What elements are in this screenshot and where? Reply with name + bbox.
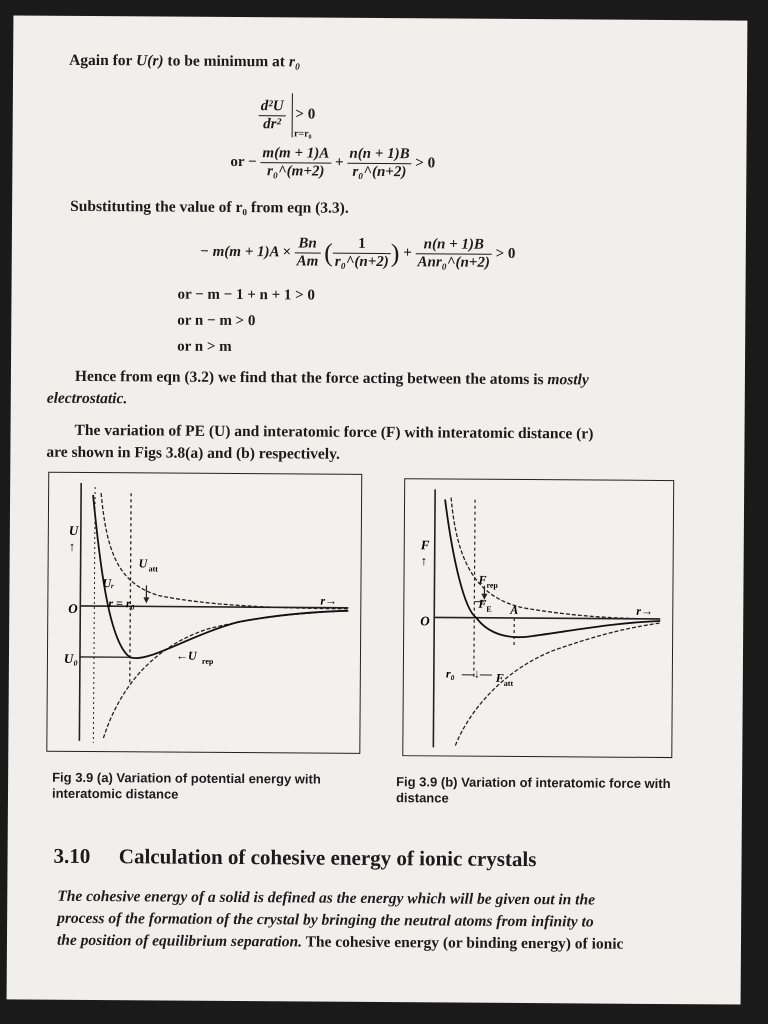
frep-subscript: rep bbox=[486, 580, 498, 590]
book-page bbox=[7, 15, 748, 1004]
fraction bbox=[260, 145, 331, 180]
paragraph-line: The variation of PE (U) and interatomic force (F) with interatomic distance (r) bbox=[74, 421, 594, 443]
uatt-label: U bbox=[138, 556, 148, 571]
u0-label: U₀ bbox=[63, 650, 78, 666]
uatt-arrowhead bbox=[143, 597, 149, 603]
fatt-label: F bbox=[495, 670, 504, 685]
x-axis-label: r→ bbox=[636, 603, 654, 618]
double-arrow-icon: —↓— bbox=[461, 666, 492, 681]
operator: + bbox=[334, 154, 344, 171]
numerator: Bn bbox=[295, 235, 321, 253]
text-segment: The cohesive energy (or binding energy) of ionic bbox=[301, 933, 624, 953]
section-number: 3.10 bbox=[53, 843, 91, 869]
paragraph-line: The cohesive energy of a solid is defined as the energy which will be given out in the bbox=[57, 887, 596, 909]
denominator: r₀^(n+2) bbox=[334, 253, 389, 271]
origin-dashed-line bbox=[93, 487, 95, 743]
text-segment: to be minimum at bbox=[163, 52, 289, 71]
italic-segment: the position of equilibrium separation. bbox=[56, 931, 303, 951]
uatt-subscript: att bbox=[148, 564, 158, 574]
caption-fig-b bbox=[396, 774, 696, 808]
text-segment: Again for bbox=[69, 51, 137, 70]
denominator: Anr₀^(n+2) bbox=[417, 254, 490, 271]
caption-label: Fig 3.9 bbox=[52, 769, 94, 786]
text-segment: Hence from eqn (3.2) we find that the force acting between the atoms is bbox=[74, 367, 548, 389]
equation-or-3: or n − m > 0 bbox=[177, 312, 256, 330]
numerator: d²U bbox=[259, 98, 286, 116]
r0-dashed-line bbox=[474, 500, 475, 680]
section-heading bbox=[53, 844, 536, 872]
equation-substituted bbox=[200, 235, 516, 272]
operator: + bbox=[403, 245, 412, 262]
eval-subscript: r=r₀ bbox=[293, 128, 312, 140]
cohesive-paragraph bbox=[57, 886, 737, 957]
up-arrow-icon: ↑ bbox=[68, 538, 76, 554]
math-text: or − bbox=[230, 153, 257, 171]
italic-segment: electrostatic. bbox=[46, 389, 128, 408]
numerator: n(n + 1)B bbox=[347, 146, 411, 164]
urep-subscript: rep bbox=[201, 656, 214, 666]
fraction bbox=[259, 98, 286, 133]
up-arrow-icon: ↑ bbox=[420, 553, 428, 569]
numerator: 1 bbox=[333, 236, 391, 254]
urep-label: ←U bbox=[175, 648, 197, 663]
variation-paragraph bbox=[46, 420, 726, 469]
y-axis-label: F bbox=[420, 537, 430, 553]
origin-label: O bbox=[420, 613, 430, 629]
figure-b bbox=[402, 478, 674, 758]
relation: > 0 bbox=[415, 155, 436, 172]
y-axis bbox=[433, 489, 435, 747]
x-axis-label: r→ bbox=[320, 593, 338, 608]
figure-a-plot bbox=[47, 473, 361, 753]
italic-segment: mostly bbox=[547, 371, 589, 389]
y-axis-label: U bbox=[68, 522, 79, 538]
denominator: Am bbox=[296, 253, 319, 270]
figure-b-plot bbox=[403, 479, 673, 757]
math-func: U(r) bbox=[135, 52, 164, 70]
r0-dashed-line bbox=[130, 493, 131, 683]
origin-label: O bbox=[68, 600, 78, 616]
fatt-subscript: att bbox=[503, 678, 514, 688]
caption-label: Fig 3.9 bbox=[396, 774, 438, 790]
denominator: r₀^(n+2) bbox=[352, 163, 407, 181]
fraction bbox=[347, 146, 411, 181]
relation: > 0 bbox=[495, 245, 516, 262]
ur-label: Uᵣ bbox=[102, 576, 114, 591]
frep-label: F bbox=[478, 572, 487, 587]
attractive-force-curve bbox=[455, 622, 660, 747]
fraction bbox=[333, 236, 391, 271]
r0-label: r₀ bbox=[445, 666, 455, 681]
caption-text: (a) Variation of potential energy with interatomic distance bbox=[51, 770, 321, 802]
total-force-curve bbox=[444, 499, 661, 638]
eval-bar bbox=[291, 93, 292, 137]
denominator: dr² bbox=[263, 115, 282, 132]
hence-paragraph bbox=[47, 366, 707, 415]
fraction bbox=[415, 236, 492, 272]
figure-a bbox=[46, 472, 362, 754]
paragraph-line: are shown in Figs 3.8(a) and (b) respectively. bbox=[46, 443, 340, 463]
caption-text: (b) Variation of interatomic force with distance bbox=[395, 774, 671, 806]
fe-subscript: E bbox=[486, 604, 492, 614]
min-condition-line bbox=[69, 52, 300, 72]
math-var: r₀ bbox=[288, 53, 301, 71]
equation-or-4: or n > m bbox=[177, 338, 232, 355]
caption-fig-a bbox=[52, 770, 352, 804]
relation: > 0 bbox=[295, 106, 316, 123]
attractive-energy-curve bbox=[103, 609, 348, 740]
denominator: r₀^(m+2) bbox=[267, 163, 325, 180]
repulsive-energy-curve bbox=[100, 493, 349, 609]
substituting-line: Substituting the value of r₀ from eqn (3.3). bbox=[70, 197, 349, 217]
equation-second-derivative bbox=[259, 93, 336, 138]
r-eq-label: r = r₀ bbox=[108, 596, 135, 611]
point-a-label: A bbox=[510, 602, 519, 617]
y-axis bbox=[79, 483, 81, 741]
math-text: − m(m + 1)A × bbox=[199, 243, 292, 261]
paren-open: ( bbox=[324, 238, 333, 268]
section-title: Calculation of cohesive energy of ionic crystals bbox=[118, 844, 537, 872]
numerator: n(n + 1)B bbox=[416, 236, 492, 255]
fe-label: F bbox=[478, 596, 487, 611]
numerator: m(m + 1)A bbox=[260, 145, 331, 163]
equation-or-1 bbox=[230, 145, 435, 181]
paragraph-line: process of the formation of the crystal by bringing the neutral atoms from infinity to bbox=[57, 909, 594, 931]
paren-close: ) bbox=[390, 238, 400, 268]
equation-or-2: or − m − 1 + n + 1 > 0 bbox=[177, 286, 316, 304]
fraction bbox=[295, 235, 321, 270]
